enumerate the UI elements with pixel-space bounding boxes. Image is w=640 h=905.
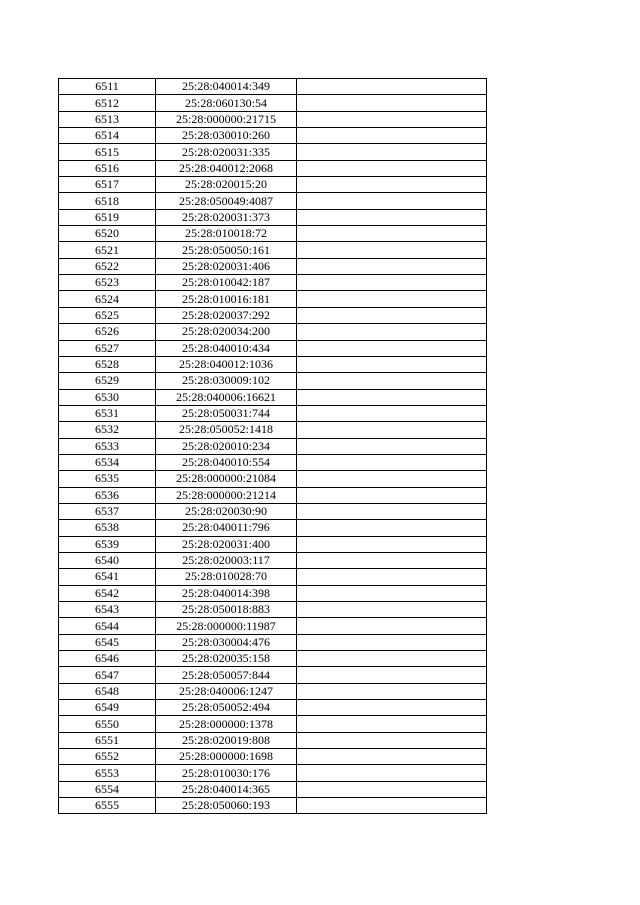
empty-cell	[297, 438, 487, 454]
empty-cell	[297, 798, 487, 814]
table-row	[59, 128, 487, 144]
row-number-cell: 6550	[59, 716, 156, 732]
table-row	[59, 340, 487, 356]
table-row	[59, 324, 487, 340]
table-row	[59, 683, 487, 699]
table-row	[59, 503, 487, 519]
row-number-cell: 6535	[59, 471, 156, 487]
cadastral-number-cell: 25:28:000000:21214	[156, 487, 297, 503]
empty-cell	[297, 634, 487, 650]
table-row	[59, 618, 487, 634]
cadastral-number-cell: 25:28:030009:102	[156, 373, 297, 389]
table-row	[59, 79, 487, 95]
row-number-cell: 6548	[59, 683, 156, 699]
empty-cell	[297, 749, 487, 765]
empty-cell	[297, 307, 487, 323]
table-row	[59, 667, 487, 683]
row-number-cell: 6525	[59, 307, 156, 323]
empty-cell	[297, 209, 487, 225]
cadastral-number-cell: 25:28:020015:20	[156, 177, 297, 193]
empty-cell	[297, 389, 487, 405]
empty-cell	[297, 422, 487, 438]
cadastral-number-cell: 25:28:020031:373	[156, 209, 297, 225]
empty-cell	[297, 700, 487, 716]
row-number-cell: 6521	[59, 242, 156, 258]
cadastral-number-cell: 25:28:040014:398	[156, 585, 297, 601]
cadastral-number-cell: 25:28:010028:70	[156, 569, 297, 585]
empty-cell	[297, 405, 487, 421]
table-row	[59, 438, 487, 454]
empty-cell	[297, 79, 487, 95]
empty-cell	[297, 291, 487, 307]
empty-cell	[297, 177, 487, 193]
row-number-cell: 6542	[59, 585, 156, 601]
row-number-cell: 6532	[59, 422, 156, 438]
row-number-cell: 6539	[59, 536, 156, 552]
cadastral-number-cell: 25:28:020031:335	[156, 144, 297, 160]
cadastral-number-cell: 25:28:020030:90	[156, 503, 297, 519]
empty-cell	[297, 242, 487, 258]
row-number-cell: 6528	[59, 356, 156, 372]
cadastral-number-cell: 25:28:000000:1378	[156, 716, 297, 732]
cadastral-number-cell: 25:28:040010:554	[156, 454, 297, 470]
cadastral-number-cell: 25:28:050052:1418	[156, 422, 297, 438]
empty-cell	[297, 356, 487, 372]
empty-cell	[297, 520, 487, 536]
row-number-cell: 6538	[59, 520, 156, 536]
cadastral-number-cell: 25:28:000000:1698	[156, 749, 297, 765]
cadastral-number-cell: 25:28:010030:176	[156, 765, 297, 781]
table-body	[59, 79, 487, 814]
empty-cell	[297, 258, 487, 274]
table-row	[59, 144, 487, 160]
row-number-cell: 6511	[59, 79, 156, 95]
table-row	[59, 275, 487, 291]
row-number-cell: 6554	[59, 781, 156, 797]
cadastral-number-cell: 25:28:050057:844	[156, 667, 297, 683]
row-number-cell: 6522	[59, 258, 156, 274]
row-number-cell: 6555	[59, 798, 156, 814]
table-row	[59, 487, 487, 503]
table-row	[59, 226, 487, 242]
empty-cell	[297, 144, 487, 160]
cadastral-number-cell: 25:28:060130:54	[156, 95, 297, 111]
cadastral-number-cell: 25:28:040012:2068	[156, 160, 297, 176]
table-row	[59, 552, 487, 568]
row-number-cell: 6530	[59, 389, 156, 405]
empty-cell	[297, 716, 487, 732]
cadastral-number-cell: 25:28:040011:796	[156, 520, 297, 536]
table-row	[59, 700, 487, 716]
row-number-cell: 6545	[59, 634, 156, 650]
empty-cell	[297, 373, 487, 389]
row-number-cell: 6517	[59, 177, 156, 193]
empty-cell	[297, 111, 487, 127]
empty-cell	[297, 569, 487, 585]
empty-cell	[297, 536, 487, 552]
table-row	[59, 471, 487, 487]
table-row	[59, 373, 487, 389]
row-number-cell: 6520	[59, 226, 156, 242]
empty-cell	[297, 732, 487, 748]
cadastral-number-cell: 25:28:020010:234	[156, 438, 297, 454]
empty-cell	[297, 585, 487, 601]
table-row	[59, 716, 487, 732]
empty-cell	[297, 128, 487, 144]
empty-cell	[297, 226, 487, 242]
cadastral-number-cell: 25:28:050052:494	[156, 700, 297, 716]
table-row	[59, 307, 487, 323]
row-number-cell: 6519	[59, 209, 156, 225]
cadastral-number-cell: 25:28:020034:200	[156, 324, 297, 340]
row-number-cell: 6526	[59, 324, 156, 340]
empty-cell	[297, 765, 487, 781]
row-number-cell: 6512	[59, 95, 156, 111]
empty-cell	[297, 618, 487, 634]
cadastral-number-cell: 25:28:030004:476	[156, 634, 297, 650]
row-number-cell: 6544	[59, 618, 156, 634]
row-number-cell: 6514	[59, 128, 156, 144]
table-row	[59, 209, 487, 225]
table-row	[59, 291, 487, 307]
cadastral-number-cell: 25:28:040014:349	[156, 79, 297, 95]
cadastral-number-cell: 25:28:020035:158	[156, 651, 297, 667]
table-row	[59, 111, 487, 127]
row-number-cell: 6523	[59, 275, 156, 291]
table-row	[59, 781, 487, 797]
row-number-cell: 6543	[59, 602, 156, 618]
table-row	[59, 193, 487, 209]
empty-cell	[297, 503, 487, 519]
table-row	[59, 749, 487, 765]
table-row	[59, 389, 487, 405]
cadastral-number-cell: 25:28:040012:1036	[156, 356, 297, 372]
row-number-cell: 6515	[59, 144, 156, 160]
empty-cell	[297, 454, 487, 470]
cadastral-number-cell: 25:28:050060:193	[156, 798, 297, 814]
row-number-cell: 6529	[59, 373, 156, 389]
table-row	[59, 242, 487, 258]
empty-cell	[297, 324, 487, 340]
empty-cell	[297, 602, 487, 618]
cadastral-number-cell: 25:28:000000:21715	[156, 111, 297, 127]
table-row	[59, 651, 487, 667]
cadastral-number-cell: 25:28:020037:292	[156, 307, 297, 323]
empty-cell	[297, 275, 487, 291]
row-number-cell: 6516	[59, 160, 156, 176]
cadastral-number-cell: 25:28:050049:4087	[156, 193, 297, 209]
table-row	[59, 732, 487, 748]
table-row	[59, 536, 487, 552]
table-row	[59, 160, 487, 176]
empty-cell	[297, 487, 487, 503]
table-row	[59, 356, 487, 372]
cadastral-number-cell: 25:28:000000:11987	[156, 618, 297, 634]
row-number-cell: 6552	[59, 749, 156, 765]
cadastral-number-cell: 25:28:040010:434	[156, 340, 297, 356]
table-row	[59, 405, 487, 421]
empty-cell	[297, 471, 487, 487]
empty-cell	[297, 552, 487, 568]
row-number-cell: 6546	[59, 651, 156, 667]
cadastral-number-cell: 25:28:030010:260	[156, 128, 297, 144]
row-number-cell: 6536	[59, 487, 156, 503]
empty-cell	[297, 193, 487, 209]
table-row	[59, 422, 487, 438]
cadastral-number-cell: 25:28:010016:181	[156, 291, 297, 307]
empty-cell	[297, 683, 487, 699]
empty-cell	[297, 667, 487, 683]
row-number-cell: 6513	[59, 111, 156, 127]
empty-cell	[297, 340, 487, 356]
empty-cell	[297, 95, 487, 111]
cadastral-number-table	[58, 78, 487, 814]
cadastral-number-cell: 25:28:010042:187	[156, 275, 297, 291]
row-number-cell: 6541	[59, 569, 156, 585]
cadastral-number-cell: 25:28:020003:117	[156, 552, 297, 568]
row-number-cell: 6531	[59, 405, 156, 421]
row-number-cell: 6553	[59, 765, 156, 781]
cadastral-number-cell: 25:28:050050:161	[156, 242, 297, 258]
row-number-cell: 6549	[59, 700, 156, 716]
cadastral-number-cell: 25:28:050031:744	[156, 405, 297, 421]
empty-cell	[297, 160, 487, 176]
table-row	[59, 634, 487, 650]
row-number-cell: 6518	[59, 193, 156, 209]
cadastral-number-cell: 25:28:020019:808	[156, 732, 297, 748]
cadastral-number-cell: 25:28:050018:883	[156, 602, 297, 618]
empty-cell	[297, 651, 487, 667]
row-number-cell: 6551	[59, 732, 156, 748]
row-number-cell: 6537	[59, 503, 156, 519]
table-row	[59, 602, 487, 618]
table-row	[59, 258, 487, 274]
table-row	[59, 798, 487, 814]
cadastral-number-cell: 25:28:000000:21084	[156, 471, 297, 487]
table-row	[59, 765, 487, 781]
row-number-cell: 6527	[59, 340, 156, 356]
table-row	[59, 585, 487, 601]
empty-cell	[297, 781, 487, 797]
table-row	[59, 95, 487, 111]
cadastral-number-cell: 25:28:020031:400	[156, 536, 297, 552]
row-number-cell: 6524	[59, 291, 156, 307]
cadastral-number-cell: 25:28:040006:16621	[156, 389, 297, 405]
table-row	[59, 569, 487, 585]
table-row	[59, 520, 487, 536]
row-number-cell: 6540	[59, 552, 156, 568]
cadastral-number-cell: 25:28:020031:406	[156, 258, 297, 274]
row-number-cell: 6534	[59, 454, 156, 470]
table-row	[59, 454, 487, 470]
cadastral-number-cell: 25:28:040014:365	[156, 781, 297, 797]
table-row	[59, 177, 487, 193]
cadastral-number-cell: 25:28:040006:1247	[156, 683, 297, 699]
row-number-cell: 6547	[59, 667, 156, 683]
cadastral-number-cell: 25:28:010018:72	[156, 226, 297, 242]
row-number-cell: 6533	[59, 438, 156, 454]
